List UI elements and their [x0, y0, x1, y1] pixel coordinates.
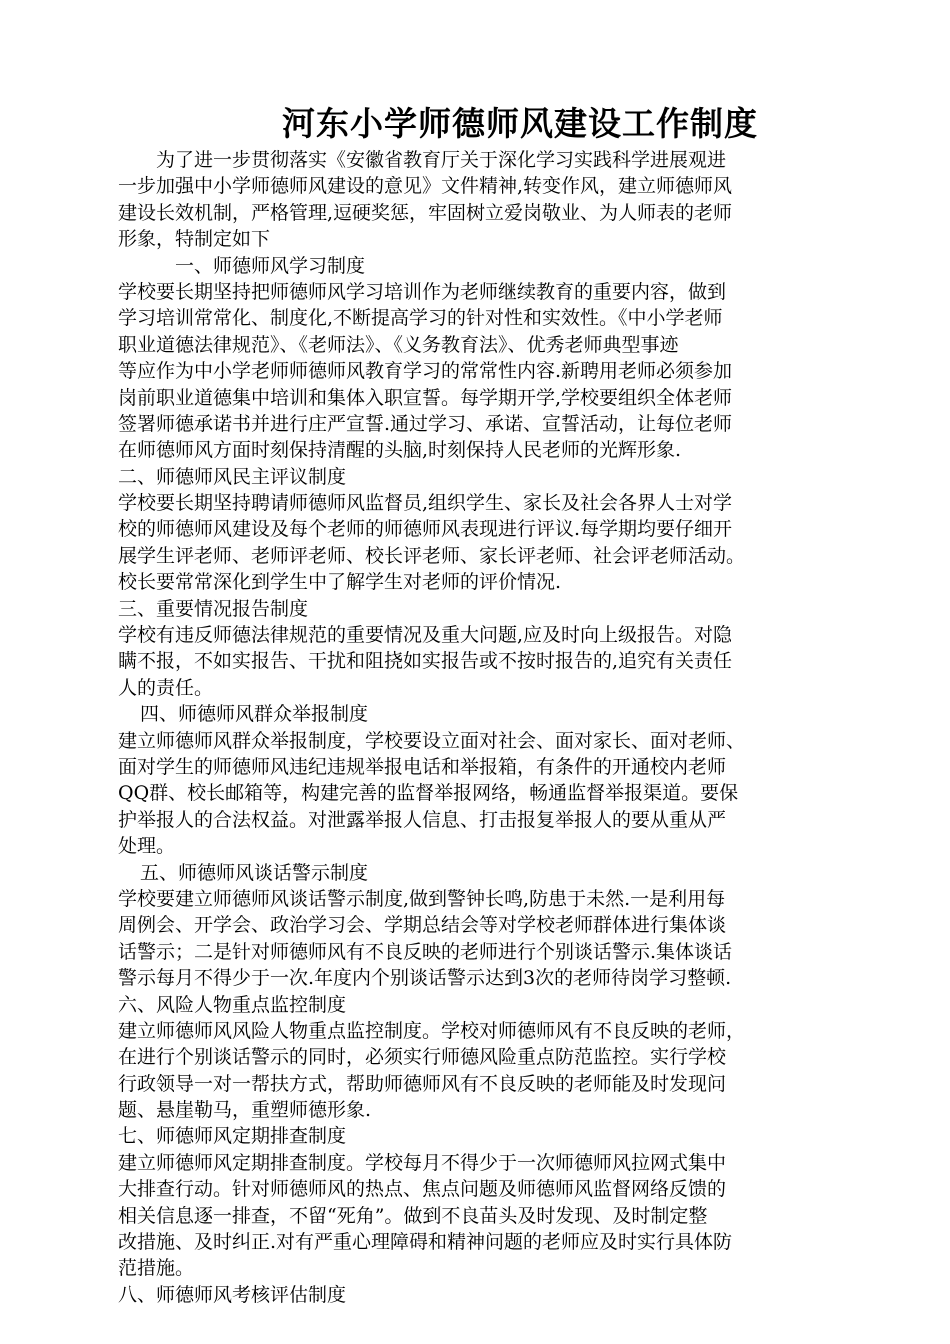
- section-heading: 二、师德师风民主评议制度: [118, 465, 347, 488]
- paragraph-line: 建设长效机制，严格管理,逗硬奖惩，牢固树立爱岗敬业、为人师表的老师: [118, 201, 733, 224]
- paragraph-line: 在师德师风方面时刻保持清醒的头脑,时刻保持人民老师的光辉形象.: [118, 439, 682, 462]
- paragraph-line: 范措施。: [118, 1257, 195, 1280]
- section-heading: 六、风险人物重点监控制度: [118, 993, 347, 1016]
- document-title: 河东小学师德师风建设工作制度: [282, 104, 758, 143]
- section-heading: 五、师德师风谈话警示制度: [140, 861, 369, 884]
- paragraph-line: 面对学生的师德师风违纪违规举报电话和举报箱，有条件的开通校内老师: [118, 755, 727, 778]
- paragraph-line: 护举报人的合法权益。对泄露举报人信息、打击报复举报人的要从重从严: [118, 808, 727, 831]
- paragraph-line: 校长要常常深化到学生中了解学生对老师的评价情况.: [118, 571, 562, 594]
- paragraph-line: 职业道德法律规范》、《老师法》、《义务教育法》、优秀老师典型事迹: [118, 333, 679, 356]
- paragraph-line: 周例会、开学会、政治学习会、学期总结会等对学校老师群体进行集体谈: [118, 914, 727, 937]
- paragraph-line: 展学生评老师、老师评老师、校长评老师、家长评老师、社会评老师活动。: [118, 544, 746, 567]
- section-heading: 三、重要情况报告制度: [118, 597, 309, 620]
- paragraph-line: 话警示；二是针对师德师风有不良反映的老师进行个别谈话警示.集体谈话: [118, 940, 733, 963]
- paragraph-line: 建立师德师风风险人物重点监控制度。学校对师德师风有不良反映的老师，: [118, 1019, 746, 1042]
- paragraph-line: 为了进一步贯彻落实《安徽省教育厅关于深化学习实践科学进展观进: [156, 149, 727, 171]
- paragraph-line: 建立师德师风群众举报制度，学校要设立面对社会、面对家长、面对老师、: [118, 729, 746, 752]
- section-heading: 四、师德师风群众举报制度: [140, 703, 369, 726]
- paragraph-line: 签署师德承诺书并进行庄严宣誓.通过学习、承诺、宣誓活动，让每位老师: [118, 412, 733, 435]
- paragraph-line: 大排查行动。针对师德师风的热点、焦点问题及师德师风监督网络反馈的: [118, 1178, 727, 1201]
- document-body: [118, 147, 868, 1308]
- paragraph-line: 在进行个别谈话警示的同时，必须实行师德风险重点防范监控。实行学校: [118, 1046, 727, 1069]
- paragraph-line: 岗前职业道德集中培训和集体入职宣誓。每学期开学,学校要组织全体老师: [118, 386, 733, 409]
- paragraph-line: 题、悬崖勒马，重塑师德形象.: [118, 1099, 372, 1122]
- paragraph-line: 处理。: [118, 835, 176, 858]
- paragraph-line: 学校有违反师德法律规范的重要情况及重大问题,应及时向上级报告。对隐: [118, 624, 733, 647]
- paragraph-line: 相关信息逐一排查，不留“死角”。做到不良苗头及时发现、及时制定整: [118, 1204, 708, 1227]
- paragraph-line: 形象，特制定如下: [118, 228, 271, 251]
- paragraph-line: 校的师德师风建设及每个老师的师德师风表现进行评议.每学期均要仔细开: [118, 518, 733, 541]
- section-heading: 一、师德师风学习制度: [175, 254, 366, 277]
- paragraph-line: 学校要长期坚持把师德师风学习培训作为老师继续教育的重要内容，做到: [118, 280, 727, 303]
- section-heading: 七、师德师风定期排查制度: [118, 1125, 347, 1148]
- paragraph-line: 行政领导一对一帮扶方式，帮助师德师风有不良反映的老师能及时发现问: [118, 1072, 727, 1095]
- paragraph-line: 警示每月不得少于一次.年度内个别谈话警示达到3次的老师待岗学习整顿.: [118, 967, 732, 990]
- paragraph-line: 学校要长期坚持聘请师德师风监督员,组织学生、家长及社会各界人士对学: [118, 492, 733, 515]
- paragraph-line: 建立师德师风定期排查制度。学校每月不得少于一次师德师风拉网式集中: [118, 1151, 727, 1174]
- paragraph-line: 改措施、及时纠正.对有严重心理障碍和精神问题的老师应及时实行具体防: [118, 1231, 733, 1254]
- section-heading: 八、师德师风考核评估制度: [118, 1283, 347, 1306]
- paragraph-line: 等应作为中小学老师师德师风教育学习的常常性内容.新聘用老师必须参加: [118, 360, 733, 383]
- paragraph-line: 一步加强中小学师德师风建设的意见》文件精神,转变作风，建立师德师风: [118, 175, 733, 198]
- paragraph-line: 瞒不报，不如实报告、干扰和阻挠如实报告或不按时报告的,追究有关责任: [118, 650, 733, 673]
- paragraph-line: 学校要建立师德师风谈话警示制度,做到警钟长鸣,防患于未然.一是利用每: [118, 887, 726, 910]
- paragraph-line: 人的责任。: [118, 676, 214, 699]
- paragraph-line: 学习培训常常化、制度化,不断提高学习的针对性和实效性。《中小学老师: [118, 307, 723, 330]
- paragraph-line: QQ群、校长邮箱等，构建完善的监督举报网络，畅通监督举报渠道。要保: [118, 782, 739, 805]
